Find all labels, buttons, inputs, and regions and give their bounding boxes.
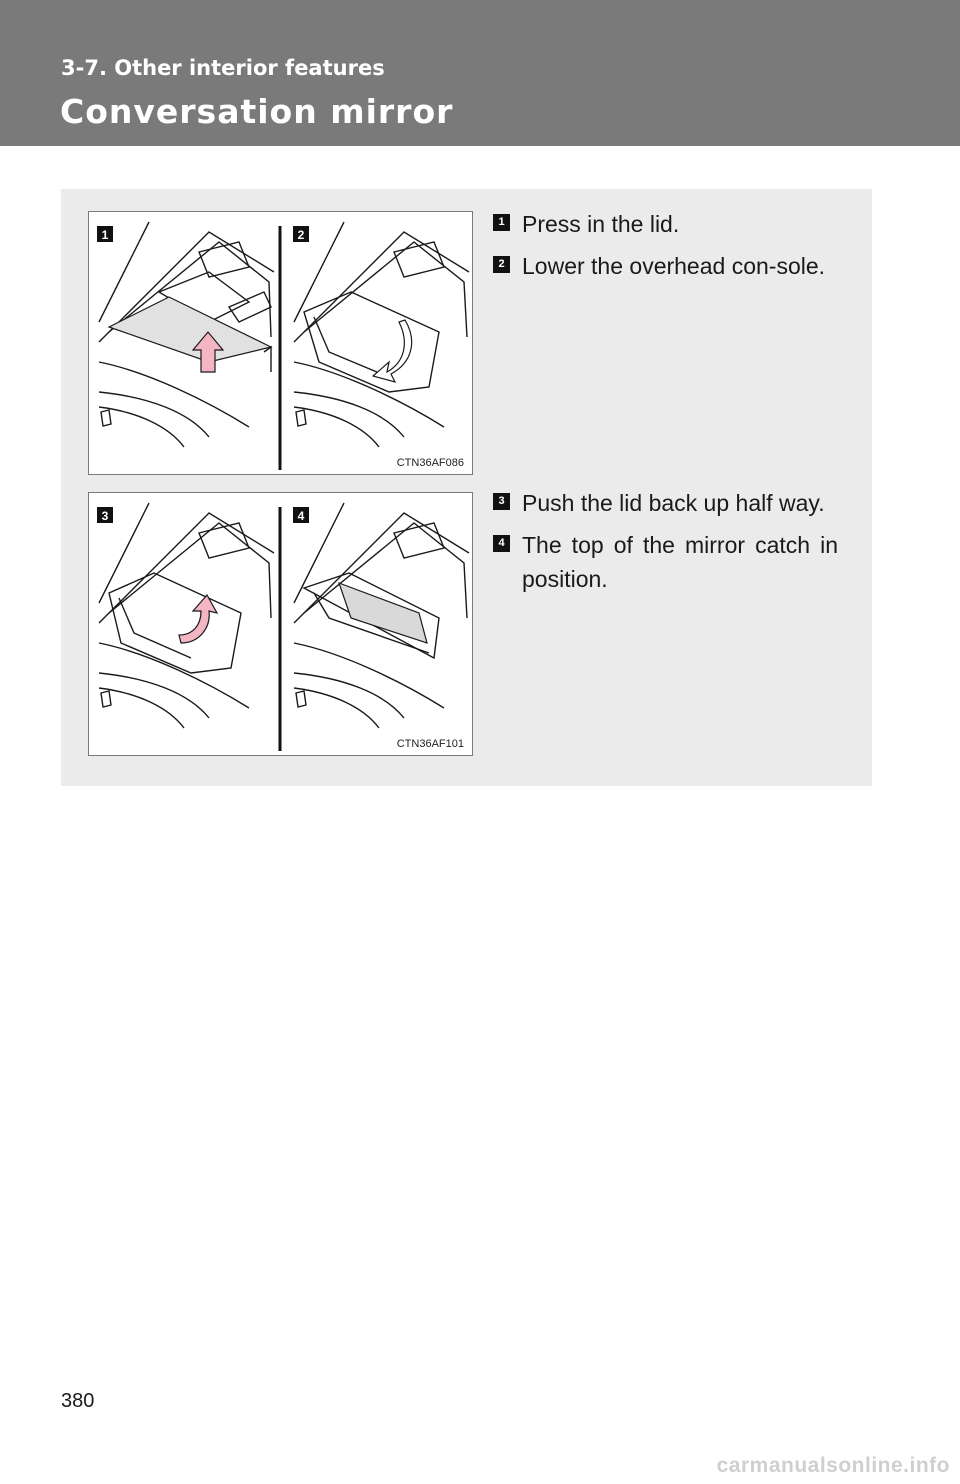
section-heading: 3-7. Other interior features [61, 56, 385, 80]
figure-label-2: 2 [297, 228, 305, 242]
step-item [493, 528, 838, 596]
illustration-steps-1-2 [88, 211, 473, 475]
step-text: The top of the mirror catch in position. [522, 532, 838, 592]
illustration-drawing [89, 212, 472, 474]
step-text: Lower the overhead con-sole. [522, 253, 826, 279]
step-text: Press in the lid. [522, 211, 680, 237]
figure-code: CTN36AF101 [396, 738, 464, 750]
step-number-badge: 3 [493, 493, 510, 510]
step-item [493, 486, 838, 520]
illustration-steps-3-4 [88, 492, 473, 756]
steps-list-3-4 [493, 486, 838, 604]
step-item [493, 207, 838, 241]
figure-code: CTN36AF086 [396, 457, 464, 469]
steps-list-1-2 [493, 207, 838, 291]
figure-label-3: 3 [101, 509, 109, 523]
step-number-badge: 4 [493, 535, 510, 552]
watermark: carmanualsonline.info [716, 1454, 950, 1477]
step-text: Push the lid back up half way. [522, 490, 825, 516]
step-item [493, 249, 838, 283]
page-title: Conversation mirror [60, 92, 454, 131]
figure-label-4: 4 [297, 509, 305, 523]
page-header [0, 0, 960, 146]
page-number: 380 [61, 1390, 95, 1412]
step-number-badge: 1 [493, 214, 510, 231]
step-number-badge: 2 [493, 256, 510, 273]
illustration-drawing [89, 493, 472, 755]
figure-label-1: 1 [101, 228, 109, 242]
